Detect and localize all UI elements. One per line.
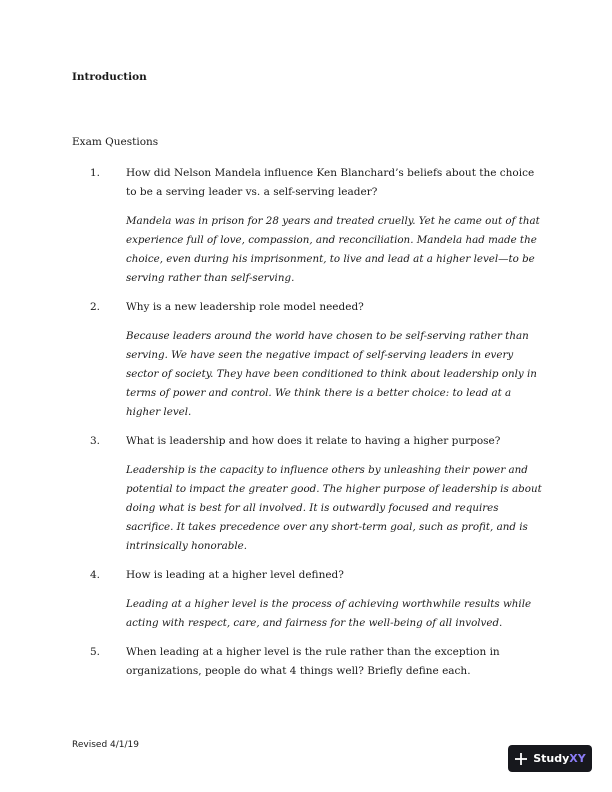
brand-name: Study [533, 752, 570, 765]
question-text: How is leading at a higher level defined? [126, 569, 344, 581]
answer-text: Because leaders around the world have chosen to be self-serving rather than serving. We have seen the negative impact of self-serving leaders in every sector of society. They have been conditioned to think about leadership only in terms of power and control. We think there is a better choice: to lead at a higher level. [126, 330, 537, 418]
question-text: What is leadership and how does it relate to having a higher purpose? [126, 435, 501, 447]
question-item-2 [72, 298, 542, 422]
studyxy-badge[interactable] [508, 745, 592, 772]
question-list [72, 164, 542, 691]
answer-text: Leading at a higher level is the process of achieving worthwhile results while acting with respect, care, and fairness for the well-being of all involved. [126, 598, 532, 629]
section-label: Exam Questions [72, 136, 159, 148]
question-number: 5. [90, 646, 101, 658]
question-text: When leading at a higher level is the rule rather than the exception in organizations, people do what 4 things well? Briefly define each. [126, 646, 500, 677]
question-item-3 [72, 432, 542, 556]
plus-icon [514, 752, 528, 766]
question-item-4 [72, 566, 542, 633]
question-number: 4. [90, 569, 101, 581]
answer-text: Leadership is the capacity to influence others by unleashing their power and potential to impact the greater good. The higher purpose of leadership is about doing what is best for all involved. It is outwardly focused and requires sacrifice. It takes precedence over any short-term goal, such as profit, and is intrinsically honorable. [126, 464, 542, 552]
answer-text: Mandela was in prison for 28 years and treated cruelly. Yet he came out of that experience full of love, compassion, and reconciliation. Mandela had made the choice, even during his imprisonment, to live and lead at a higher level—to be serving rather than self-serving. [126, 215, 540, 284]
brand-accent: XY [569, 752, 586, 765]
revision-footer: Revised 4/1/19 [72, 740, 139, 750]
question-text: How did Nelson Mandela influence Ken Blanchard’s beliefs about the choice to be a serving leader vs. a self-serving leader? [126, 167, 535, 198]
question-text: Why is a new leadership role model needed? [126, 301, 364, 313]
question-number: 3. [90, 435, 101, 447]
question-item-1 [72, 164, 542, 288]
document-heading: Introduction [72, 71, 147, 83]
question-item-5 [72, 643, 542, 681]
question-number: 2. [90, 301, 101, 313]
question-number: 1. [90, 167, 101, 179]
